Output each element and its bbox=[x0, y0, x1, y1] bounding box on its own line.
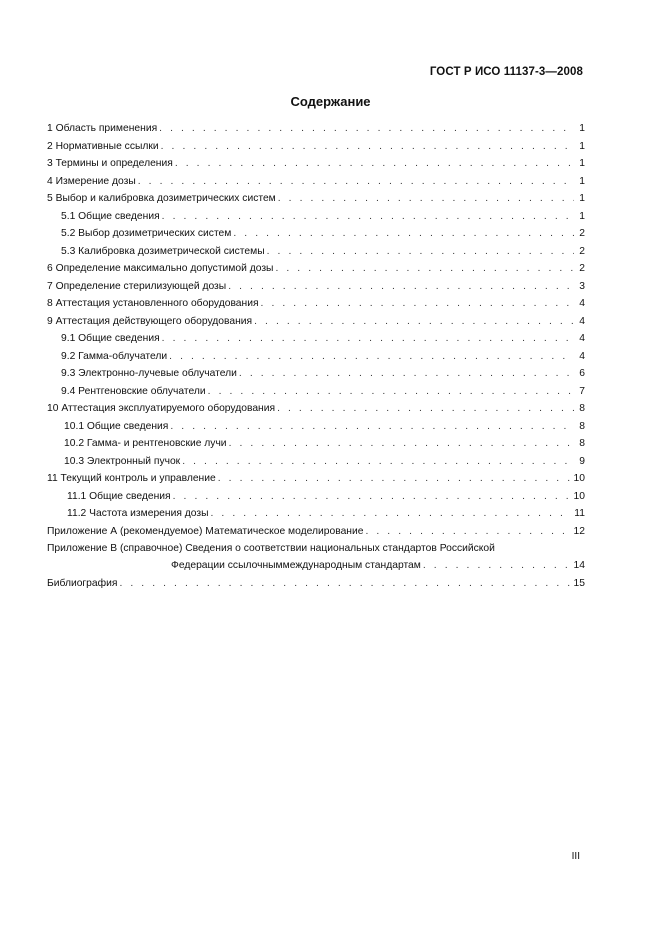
toc-entry-label: 7 Определение стерилизующей дозы bbox=[47, 280, 227, 292]
toc-entry-label: 9 Аттестация действующего оборудования bbox=[47, 315, 253, 327]
toc-entry-label: 10.3 Электронный пучок bbox=[64, 455, 181, 467]
toc-leader-dots bbox=[170, 419, 574, 434]
toc-entry-label: 6 Определение максимально допустимой дозы bbox=[47, 263, 274, 274]
toc-entry-page: 10 bbox=[573, 473, 585, 484]
toc-entry-page: 1 bbox=[579, 140, 585, 152]
toc-leader-dots bbox=[365, 524, 570, 539]
toc-leader-dots bbox=[261, 296, 574, 311]
toc-entry-page: 15 bbox=[573, 577, 585, 589]
toc-leader-dots bbox=[162, 209, 574, 224]
toc-entry-label: 9.2 Гамма-облучатели bbox=[61, 350, 168, 362]
toc-entry bbox=[47, 419, 585, 437]
toc-entry bbox=[47, 139, 585, 157]
toc-entry-page: 7 bbox=[579, 385, 585, 397]
toc-leader-dots bbox=[162, 331, 574, 346]
toc-entry-page: 10 bbox=[573, 490, 585, 502]
toc-entry bbox=[47, 296, 585, 314]
toc-entry-page: 6 bbox=[579, 368, 585, 379]
toc-leader-dots bbox=[119, 576, 570, 591]
document-code: ГОСТ Р ИСО 11137-3—2008 bbox=[429, 66, 583, 78]
toc-entry-label: 2 Нормативные ссылки bbox=[47, 140, 159, 152]
toc-entry-page: 4 bbox=[579, 333, 585, 344]
toc-entry-label: 4 Измерение дозы bbox=[47, 175, 136, 187]
toc-entry bbox=[47, 226, 585, 244]
toc-leader-dots bbox=[218, 471, 571, 486]
toc-entry-page: 4 bbox=[579, 298, 585, 309]
toc-entry bbox=[47, 506, 585, 524]
toc-entry bbox=[47, 471, 585, 489]
toc-entry-page: 1 bbox=[579, 123, 585, 134]
toc-entry-label: 11 Текущий контроль и управление bbox=[47, 473, 216, 484]
toc-entry-label: 9.4 Рентгеновские облучатели bbox=[61, 385, 206, 397]
toc-entry-label: 10 Аттестация эксплуатируемого оборудования bbox=[47, 403, 276, 414]
toc-entry-page: 4 bbox=[579, 350, 585, 362]
toc-leader-dots bbox=[229, 436, 574, 451]
toc-entry-label: 5.1 Общие сведения bbox=[61, 210, 160, 222]
toc-entry-page: 12 bbox=[573, 525, 585, 537]
toc-entry bbox=[47, 244, 585, 262]
toc-leader-dots bbox=[159, 121, 574, 136]
page-number: III bbox=[571, 851, 580, 862]
toc-leader-dots bbox=[169, 349, 574, 364]
toc-entry bbox=[47, 489, 585, 507]
toc-entry bbox=[47, 156, 585, 174]
toc-entry-label: 5 Выбор и калибровка дозиметрических систем bbox=[47, 193, 276, 204]
toc-entry-label: 9.3 Электронно-лучевые облучатели bbox=[61, 368, 237, 379]
toc-entry bbox=[47, 314, 585, 332]
toc-entry-label: 5.3 Калибровка дозиметрической системы bbox=[61, 245, 265, 257]
toc-entry-label: Приложение В (справочное) Сведения о соответствии национальных стандартов Российской bbox=[47, 543, 495, 554]
toc-entry-label: 3 Термины и определения bbox=[47, 158, 173, 169]
toc-entry-page: 8 bbox=[579, 438, 585, 449]
toc-entry-page: 1 bbox=[579, 193, 585, 204]
toc-entry-label: Федерации ссылочныммеждународным стандартам bbox=[171, 560, 421, 571]
toc-entry bbox=[47, 209, 585, 227]
toc-leader-dots bbox=[423, 558, 571, 573]
toc-entry bbox=[47, 279, 585, 297]
toc-entry bbox=[47, 524, 585, 542]
toc-entry-label: 11.1 Общие сведения bbox=[67, 490, 171, 502]
toc-entry-page: 1 bbox=[579, 175, 585, 187]
toc-title: Содержание bbox=[290, 94, 371, 109]
toc-entry-page: 14 bbox=[573, 560, 585, 571]
toc-entry-appendix-b-line1 bbox=[47, 541, 585, 558]
toc-entry-label: 10.2 Гамма- и рентгеновские лучи bbox=[64, 438, 227, 449]
toc-entry bbox=[47, 436, 585, 454]
toc-leader-dots bbox=[277, 401, 574, 416]
toc-entry-page: 8 bbox=[579, 420, 585, 432]
toc-entry-bibliography bbox=[47, 576, 585, 594]
toc-entry-page: 9 bbox=[579, 455, 585, 467]
toc-entry bbox=[47, 349, 585, 367]
toc-entry bbox=[47, 261, 585, 279]
toc-entry-page: 2 bbox=[579, 228, 585, 239]
toc-leader-dots bbox=[182, 454, 574, 469]
toc-leader-dots bbox=[275, 261, 574, 276]
toc-leader-dots bbox=[161, 139, 574, 154]
toc-entry-page: 8 bbox=[579, 403, 585, 414]
toc-leader-dots bbox=[138, 174, 574, 189]
toc-leader-dots bbox=[239, 366, 574, 381]
toc-leader-dots bbox=[233, 226, 574, 241]
toc-leader-dots bbox=[228, 279, 574, 294]
toc-entry bbox=[47, 384, 585, 402]
toc-entry-label: 10.1 Общие сведения bbox=[64, 420, 169, 432]
toc-entry-page: 1 bbox=[579, 210, 585, 222]
toc-leader-dots bbox=[208, 384, 574, 399]
toc-leader-dots bbox=[175, 156, 574, 171]
toc-entry-page: 2 bbox=[579, 263, 585, 274]
toc-entry-label: Библиография bbox=[47, 577, 118, 589]
toc-entry-page: 3 bbox=[579, 280, 585, 292]
toc-leader-dots bbox=[173, 489, 571, 504]
toc-entry bbox=[47, 366, 585, 384]
toc-entry bbox=[47, 401, 585, 419]
toc-leader-dots bbox=[254, 314, 574, 329]
toc-leader-dots bbox=[278, 191, 574, 206]
toc-entry-page: 2 bbox=[579, 245, 585, 257]
toc-entry-label: 5.2 Выбор дозиметрических систем bbox=[61, 228, 232, 239]
toc-entry bbox=[47, 454, 585, 472]
toc-entry-page: 1 bbox=[579, 158, 585, 169]
toc-entry-label: Приложение А (рекомендуемое) Математическое моделирование bbox=[47, 525, 364, 537]
toc-entry-page: 4 bbox=[579, 315, 585, 327]
toc-leader-dots bbox=[211, 506, 572, 521]
toc-entry-label: 8 Аттестация установленного оборудования bbox=[47, 298, 259, 309]
toc-leader-dots bbox=[267, 244, 574, 259]
toc-entry-page: 11 bbox=[574, 508, 585, 519]
toc-entry-label: 1 Область применения bbox=[47, 123, 158, 134]
toc-entry-label: 11.2 Частота измерения дозы bbox=[67, 508, 209, 519]
toc-entry-appendix-b-line2 bbox=[47, 558, 585, 576]
table-of-contents bbox=[47, 121, 585, 593]
toc-entry bbox=[47, 174, 585, 192]
toc-entry bbox=[47, 121, 585, 139]
toc-entry-label: 9.1 Общие сведения bbox=[61, 333, 160, 344]
toc-entry bbox=[47, 191, 585, 209]
toc-entry bbox=[47, 331, 585, 349]
